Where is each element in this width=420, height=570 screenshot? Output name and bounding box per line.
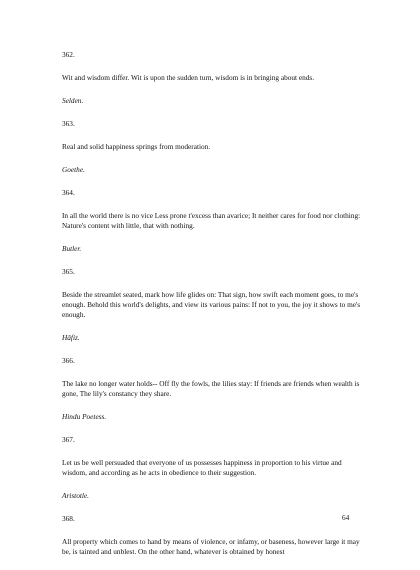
quotation-text: Wit and wisdom differ. Wit is upon the sudden turn, wisdom is in bringing about ends. [62,73,315,82]
quotation-entry-363 [62,119,362,175]
entry-number: 368. [62,514,75,523]
quotation-text: Real and solid happiness springs from moderation. [62,142,211,151]
quotation-author: Selden. [62,96,84,105]
quotation-author: Hindu Poetess. [62,412,107,421]
quotation-entry-368 [62,514,362,557]
quotation-text: Let us be well persuaded that everyone of us possesses happiness in proportion to his virtue and wisdom, and according as he acts in obedience to their suggestion. [62,458,342,477]
entry-number: 366. [62,356,75,365]
quotation-author: Aristotle. [62,491,89,500]
quotation-text: The lake no longer water holds-- Off fly the fowls, the lilies stay: If friends are friends when wealth is gone, The lily's constancy they share. [62,379,360,398]
quotation-entry-366 [62,356,362,422]
quotation-text: In all the world there is no vice Less prone t'excess than avarice; It neither cares for food nor clothing: Nature's content with little, that with nothing. [62,211,361,230]
quotation-author: Goethe. [62,165,85,174]
page-number: 64 [342,513,350,522]
quotation-entry-364 [62,188,362,254]
entry-number: 362. [62,50,75,59]
entry-number: 364. [62,188,75,197]
entry-number: 363. [62,119,75,128]
quotation-author: Butler. [62,244,82,253]
quotation-entry-362 [62,50,362,106]
entry-number: 365. [62,267,75,276]
quotation-text: Beside the streamlet seated, mark how life glides on: That sign, how swift each moment goes, to me's enough. Behold this world's delights, and view its various pains: If not to you, the joy it shows to me's enough. [62,290,361,319]
quotation-entry-367 [62,435,362,501]
entry-number: 367. [62,435,75,444]
quotation-list [62,50,362,570]
quotation-author: Hâfiz. [62,333,80,342]
quotation-entry-365 [62,267,362,343]
quotation-text: All property which comes to hand by means of violence, or infamy, or baseness, however large it may be, is tainted and unblest. On the other hand, whatever is obtained by honest [62,537,360,556]
